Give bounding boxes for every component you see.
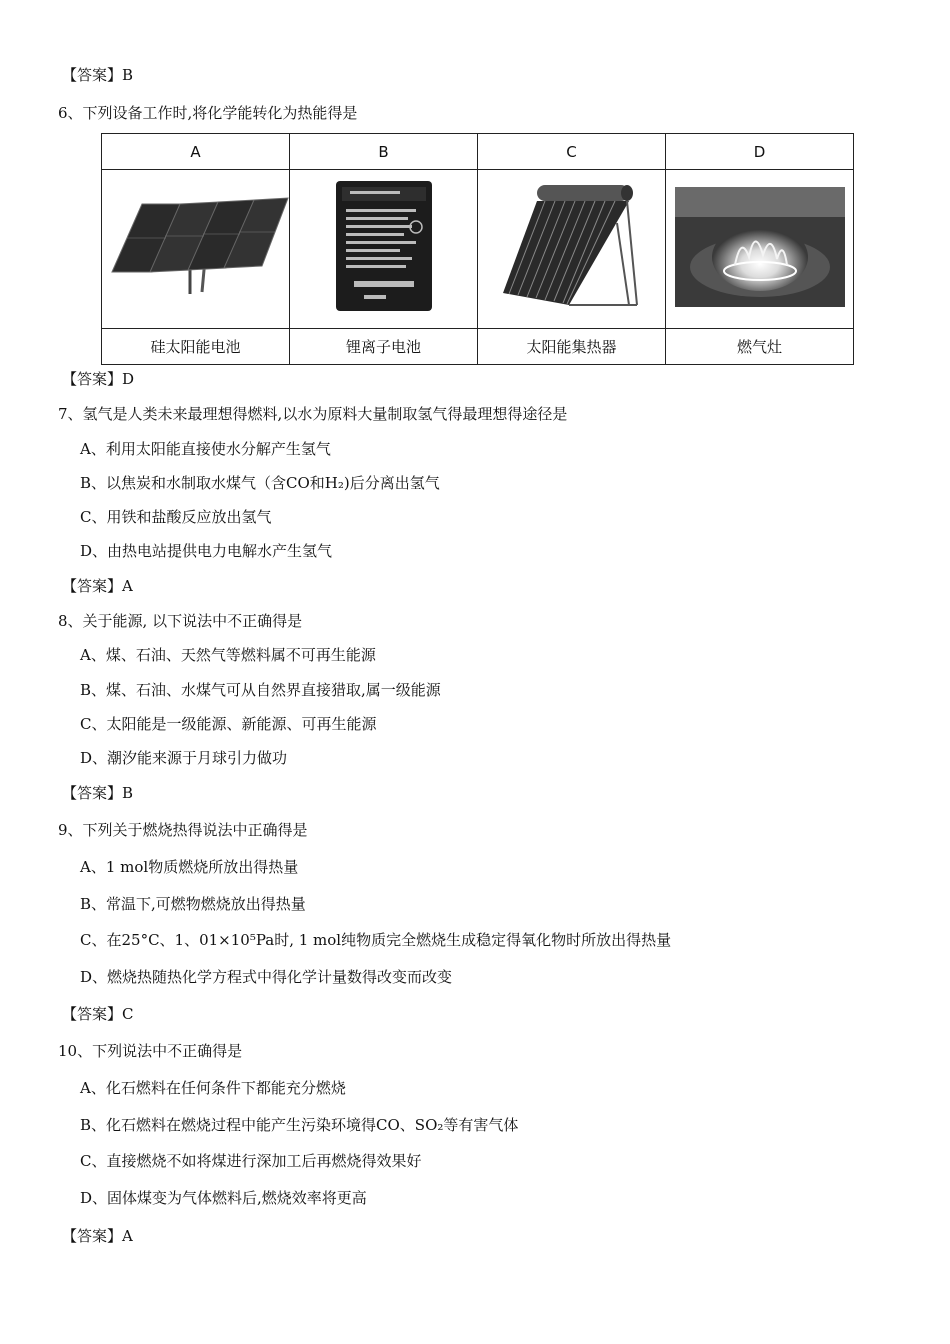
q7-stem: 7、氢气是人类未来最理想得燃料,以水为原料大量制取氢气得最理想得途径是	[58, 405, 568, 423]
q6-answer: 【答案】D	[62, 370, 135, 388]
q8-answer: 【答案】B	[62, 784, 134, 802]
q7-option-c: C、用铁和盐酸反应放出氢气	[80, 508, 272, 526]
solar-panel-image	[102, 192, 292, 302]
label-a: 硅太阳能电池	[102, 329, 290, 365]
solar-heater-image	[497, 177, 647, 317]
header-d: D	[666, 134, 854, 170]
image-cell-c	[478, 170, 666, 329]
q10-stem: 10、下列说法中不正确得是	[58, 1042, 243, 1060]
q9-option-b: B、常温下,可燃物燃烧放出得热量	[80, 895, 306, 913]
q9-option-a: A、1 mol物质燃烧所放出得热量	[80, 858, 299, 876]
image-cell-a	[102, 170, 290, 329]
image-cell-d	[666, 170, 854, 329]
q8-option-b: B、煤、石油、水煤气可从自然界直接猎取,属一级能源	[80, 681, 441, 699]
q7-answer: 【答案】A	[62, 577, 133, 595]
label-c: 太阳能集热器	[478, 329, 666, 365]
header-b: B	[290, 134, 478, 170]
q10-option-b: B、化石燃料在燃烧过程中能产生污染环境得CO、SO₂等有害气体	[80, 1116, 519, 1134]
q10-option-c: C、直接燃烧不如将煤进行深加工后再燃烧得效果好	[80, 1152, 422, 1170]
q10-answer: 【答案】A	[62, 1227, 133, 1245]
q7-option-d: D、由热电站提供电力电解水产生氢气	[80, 542, 333, 560]
q8-option-a: A、煤、石油、天然气等燃料属不可再生能源	[80, 646, 376, 664]
q6-stem: 6、下列设备工作时,将化学能转化为热能得是	[58, 104, 358, 122]
q9-option-c: C、在25°C、1、01×10⁵Pa时, 1 mol纯物质完全燃烧生成稳定得氧化物时所放出得热量	[80, 931, 672, 949]
q9-stem: 9、下列关于燃烧热得说法中正确得是	[58, 821, 308, 839]
q9-option-d: D、燃烧热随热化学方程式中得化学计量数得改变而改变	[80, 968, 453, 986]
answer-prev: 【答案】B	[62, 66, 134, 84]
q10-option-a: A、化石燃料在任何条件下都能充分燃烧	[80, 1079, 346, 1097]
q8-stem: 8、关于能源, 以下说法中不正确得是	[58, 612, 303, 630]
q10-option-d: D、固体煤变为气体燃料后,燃烧效率将更高	[80, 1189, 367, 1207]
header-a: A	[102, 134, 290, 170]
header-c: C	[478, 134, 666, 170]
label-d: 燃气灶	[666, 329, 854, 365]
gas-stove-image	[675, 187, 845, 307]
q7-option-b: B、以焦炭和水制取水煤气（含CO和H₂)后分离出氢气	[80, 474, 440, 492]
battery-image	[324, 177, 444, 317]
q9-answer: 【答案】C	[62, 1005, 134, 1023]
q8-option-c: C、太阳能是一级能源、新能源、可再生能源	[80, 715, 377, 733]
q7-option-a: A、利用太阳能直接使水分解产生氢气	[80, 440, 331, 458]
label-b: 锂离子电池	[290, 329, 478, 365]
q8-option-d: D、潮汐能来源于月球引力做功	[80, 749, 288, 767]
image-cell-b	[290, 170, 478, 329]
q6-table	[101, 133, 854, 365]
